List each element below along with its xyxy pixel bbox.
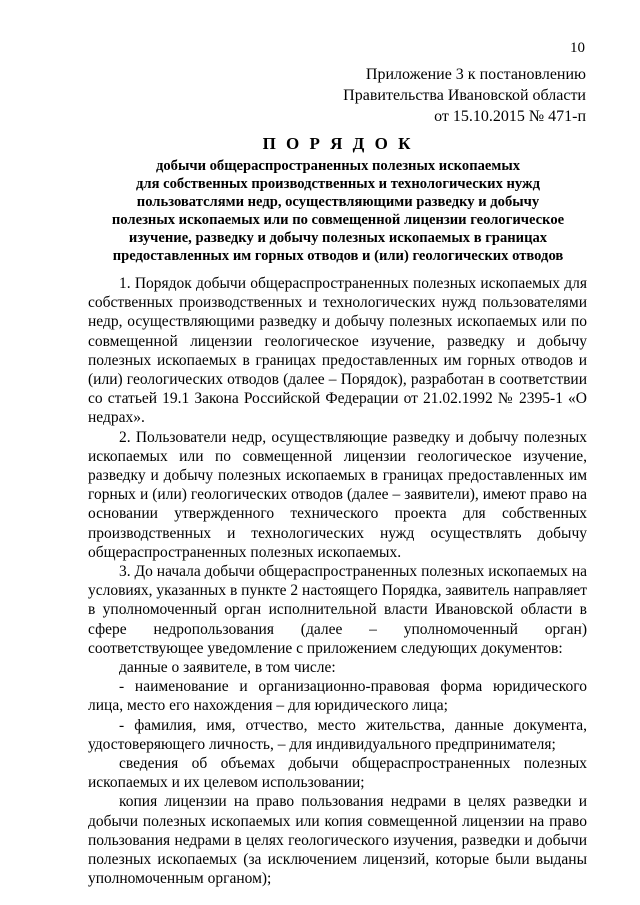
list-item-entrepreneur: - фамилия, имя, отчество, место жительства, данные документа, удостоверяющего личность, – для индивидуального предпринимателя; <box>88 716 587 753</box>
title-line: полезных ископаемых или по совмещенной лицензии геологическое <box>111 212 565 228</box>
title-line: добычи общераспространенных полезных ископаемых <box>155 158 521 174</box>
title-line: предоставленных им горных отводов и (или) геологических отводов <box>112 248 564 264</box>
appendix-line: Правительства Ивановской области <box>343 87 586 104</box>
title-heading: П О Р Я Д О К <box>262 134 414 153</box>
paragraph-applicant-data: данные о заявителе, в том числе: <box>119 659 336 677</box>
paragraph-volumes: сведения об объемах добычи общераспространенных полезных ископаемых и их целевом использовании; <box>88 755 587 792</box>
document-title <box>88 133 588 265</box>
paragraph-2: 2. Пользователи недр, осуществляющие разведку и добычу полезных ископаемых или по совмещенной лицензии геологическое изучение, разведку и добычу полезных ископаемых в границах предоставленных им горных и (или) геологических отводов (далее – заявители), имеют право на основании утвержденного технического проекта для собственных производственных и технологических нужд осуществлять добычу общераспространенных полезных ископаемых. <box>88 428 587 561</box>
title-line: изучение, разведку и добычу полезных ископаемых в границах <box>128 230 548 246</box>
title-line: для собственных производственных и технологических нужд <box>136 176 540 192</box>
page-number: 10 <box>570 40 585 56</box>
title-subtitle <box>88 157 588 265</box>
paragraph-license-copy: копия лицензии на право пользования недрами в целях разведки и добычи полезных ископаемых или копия совмещенной лицензии на право пользования недрами в целях геологического изучения, разведки и добычи полезных ископаемых (за исключением лицензий, которые были выданы уполномоченным органом); <box>88 793 587 888</box>
paragraph-1: 1. Порядок добычи общераспространенных полезных ископаемых для собственных производственных и технологических нужд пользователями недр, осуществляющими разведку и добычу полезных ископаемых или по совмещенной лицензии геологическое изучение, разведку и добычу полезных ископаемых в границах предоставленных им горных отводов и (или) геологических отводов (далее – Порядок), разработан в соответствии со статьей 19.1 Закона Российской Федерации от 21.02.1992 № 2395-1 «О недрах». <box>88 275 587 427</box>
title-line: пользоватслями недр, осуществляющими разведку и добычу <box>136 194 540 210</box>
list-item-legal-entity: - наименование и организационно-правовая форма юридического лица, место его нахождения – для юридического лица; <box>88 678 587 715</box>
appendix-line: от 15.10.2015 № 471-п <box>434 108 586 125</box>
paragraph-3: 3. До начала добычи общераспространенных полезных ископаемых на условиях, указанных в пункте 2 настоящего Порядка, заявитель направляет в уполномоченный орган исполнительной власти Ивановской области в сфере недропользования (далее – уполномоченный орган) соответствующее уведомление с приложением следующих документов: <box>88 563 587 657</box>
appendix-line: Приложение 3 к постановлению <box>365 66 586 83</box>
document-body <box>88 274 587 889</box>
appendix-reference <box>300 64 586 127</box>
